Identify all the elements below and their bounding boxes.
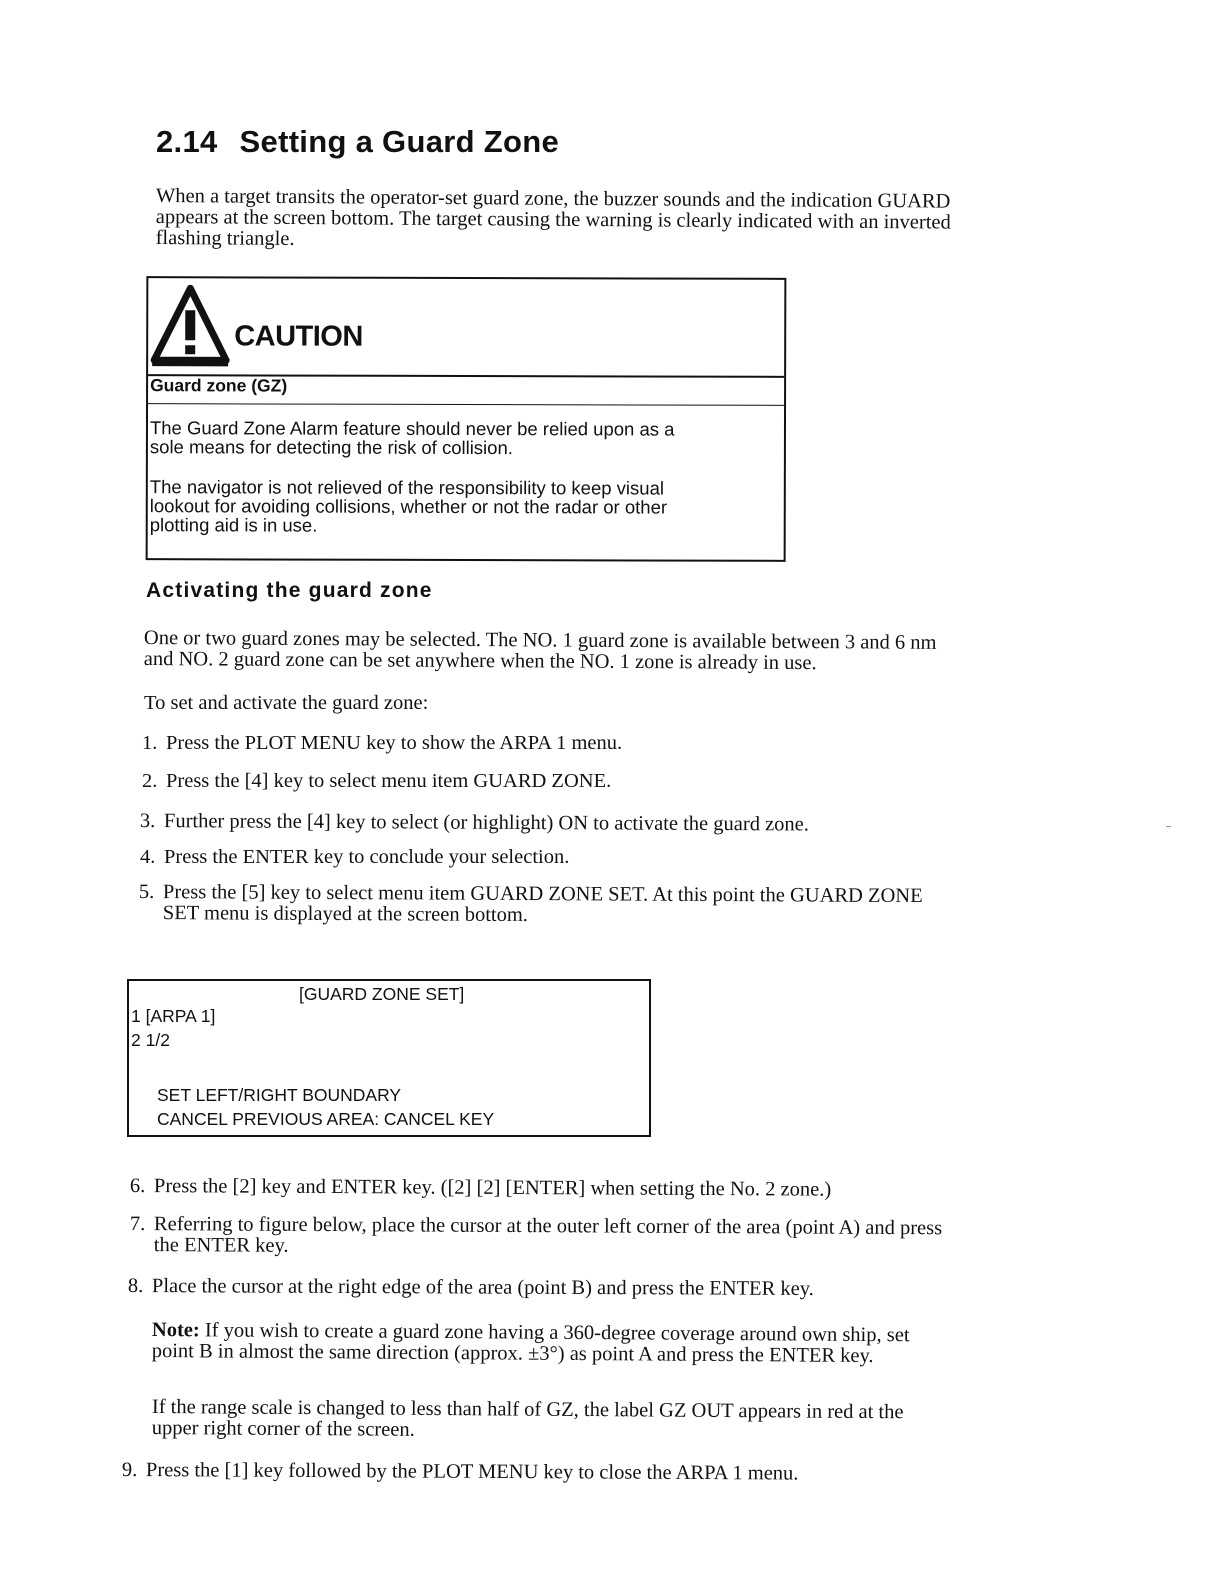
menu-item-zone: 2 1/2: [131, 1030, 170, 1050]
step-3: 3. Further press the [4] key to select (or highlight) ON to activate the guard zone.: [139, 810, 809, 836]
step-6: 6. Press the [2] key and ENTER key. ([2] [2] [ENTER] when setting the No. 2 zone.): [129, 1175, 832, 1201]
step-2: 2. Press the [4] key to select menu item GUARD ZONE.: [142, 770, 612, 792]
guard-zone-set-menu: [127, 979, 651, 1137]
step-7: 7. Referring to figure below, place the cursor at the outer left corner of the area (point A) and press the ENTER key.: [129, 1213, 943, 1257]
intro-line-3: flashing triangle.: [155, 226, 295, 250]
caution-header: [148, 278, 784, 378]
step-9: 9. Press the [1] key followed by the PLOT MENU key to close the ARPA 1 menu.: [121, 1459, 799, 1485]
intro-line-2: appears at the screen bottom. The target causing the warning is clearly indicated with an inverted: [155, 205, 951, 234]
step-5: 5. Press the [5] key to select menu item GUARD ZONE SET. At this point the GUARD ZONE SET menu is displayed at the screen bottom.: [138, 881, 923, 927]
scan-mark: [1166, 826, 1171, 827]
menu-title: [GUARD ZONE SET]: [299, 984, 465, 1004]
intro-paragraph: [156, 186, 951, 255]
caution-paragraph-1: The Guard Zone Alarm feature should never be relied upon as a sole means for detecting the risk of collision.: [149, 417, 675, 459]
activating-intro: To set and activate the guard zone:: [144, 692, 429, 714]
menu-hint-cancel: CANCEL PREVIOUS AREA: CANCEL KEY: [157, 1109, 495, 1129]
caution-divider: [148, 403, 786, 406]
menu-hint-boundary: SET LEFT/RIGHT BOUNDARY: [157, 1085, 402, 1105]
caution-paragraph-2: The navigator is not relieved of the responsibility to keep visual lookout for avoiding collisions, whether or not the radar or other plotting aid is in use.: [149, 476, 668, 536]
activating-heading: Activating the guard zone: [146, 579, 433, 602]
step-8: 8. Place the cursor at the right edge of the area (point B) and press the ENTER key.: [127, 1275, 814, 1300]
caution-box: [146, 276, 787, 562]
note-label: Note:: [151, 1319, 200, 1342]
step-1: 1. Press the PLOT MENU key to show the ARPA 1 menu.: [142, 732, 623, 754]
section-number: 2.14: [156, 124, 218, 159]
section-title: Setting a Guard Zone: [239, 124, 560, 159]
menu-item-arpa: 1 [ARPA 1]: [131, 1006, 216, 1026]
warning-triangle-icon: [150, 282, 230, 368]
gz-out-paragraph: If the range scale is changed to less than half of GZ, the label GZ OUT appears in red at the upper right corner of the screen.: [151, 1396, 904, 1441]
caution-subtitle: Guard zone (GZ): [150, 375, 288, 396]
step-4: 4. Press the ENTER key to conclude your selection.: [140, 846, 570, 868]
section-heading: [156, 124, 559, 160]
activating-paragraph: One or two guard zones may be selected. The NO. 1 guard zone is available between 3 and 6 nm and NO. 2 guard zone can be set anywhere when the NO. 1 zone is already in use.: [143, 627, 937, 675]
caution-title: CAUTION: [234, 320, 363, 353]
note-paragraph: Note: If you wish to create a guard zone having a 360-degree coverage around own ship, set point B in almost the same direction (approx. ±3°) as point A and press the ENTER key.: [151, 1319, 910, 1368]
intro-line-1: When a target transits the operator-set guard zone, the buzzer sounds and the indication GUARD: [155, 185, 951, 213]
